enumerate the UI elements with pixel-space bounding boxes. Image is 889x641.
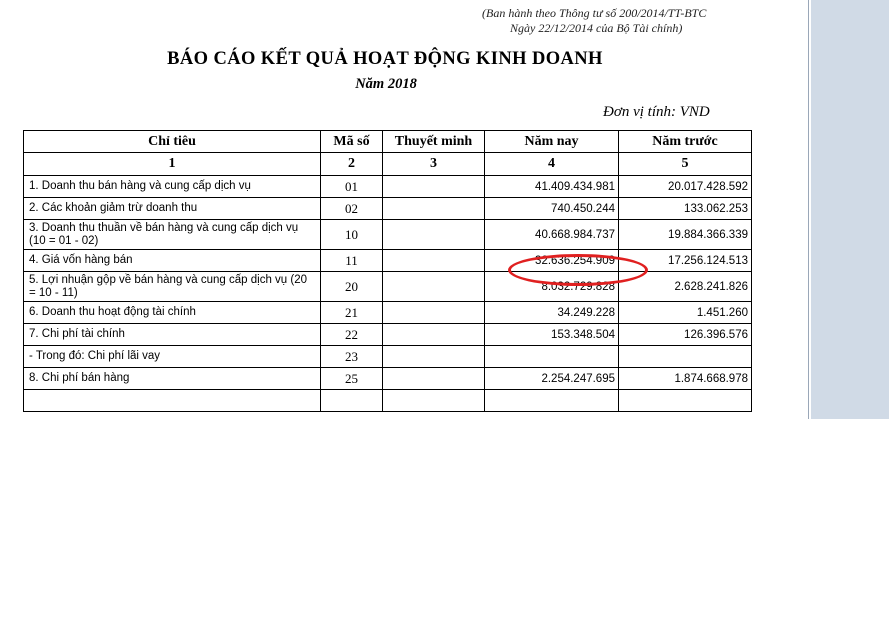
row-code: 11 bbox=[321, 250, 383, 272]
header-code: Mã số bbox=[321, 131, 383, 153]
row-current-value: 2.254.247.695 bbox=[485, 368, 619, 390]
column-number-row bbox=[24, 153, 752, 176]
income-statement-table bbox=[23, 130, 752, 412]
row-current-value: 40.668.984.737 bbox=[485, 220, 619, 250]
column-number: 3 bbox=[383, 153, 485, 176]
row-previous-value: 1.451.260 bbox=[619, 302, 752, 324]
report-year: Năm 2018 bbox=[355, 76, 417, 92]
row-code: 10 bbox=[321, 220, 383, 250]
row-indicator: 2. Các khoản giảm trừ doanh thu bbox=[24, 198, 321, 220]
header-explanation: Thuyết minh bbox=[383, 131, 485, 153]
currency-unit-label: Đơn vị tính: VND bbox=[603, 104, 710, 120]
row-code: 02 bbox=[321, 198, 383, 220]
row-current-value: 41.409.434.981 bbox=[485, 176, 619, 198]
table-row bbox=[24, 272, 752, 302]
table-row bbox=[24, 176, 752, 198]
row-current-value: 153.348.504 bbox=[485, 324, 619, 346]
header-current-year: Năm nay bbox=[485, 131, 619, 153]
column-number: 2 bbox=[321, 153, 383, 176]
column-number: 4 bbox=[485, 153, 619, 176]
table-row bbox=[24, 302, 752, 324]
table-header-row bbox=[24, 131, 752, 153]
row-explanation bbox=[383, 272, 485, 302]
table-row bbox=[24, 324, 752, 346]
row-code: 22 bbox=[321, 324, 383, 346]
row-explanation bbox=[383, 176, 485, 198]
row-indicator: 3. Doanh thu thuần về bán hàng và cung cấp dịch vụ (10 = 01 - 02) bbox=[24, 220, 321, 250]
row-indicator: - Trong đó: Chi phí lãi vay bbox=[24, 346, 321, 368]
row-previous-value: 17.256.124.513 bbox=[619, 250, 752, 272]
row-previous-value: 19.884.366.339 bbox=[619, 220, 752, 250]
row-code: 20 bbox=[321, 272, 383, 302]
table-row bbox=[24, 346, 752, 368]
row-code: 01 bbox=[321, 176, 383, 198]
row-indicator: 6. Doanh thu hoạt động tài chính bbox=[24, 302, 321, 324]
row-previous-value: 126.396.576 bbox=[619, 324, 752, 346]
table-row bbox=[24, 368, 752, 390]
row-indicator: 7. Chi phí tài chính bbox=[24, 324, 321, 346]
row-explanation bbox=[383, 324, 485, 346]
row-indicator: 8. Chi phí bán hàng bbox=[24, 368, 321, 390]
row-code: 23 bbox=[321, 346, 383, 368]
row-explanation bbox=[383, 250, 485, 272]
row-previous-value bbox=[619, 346, 752, 368]
regulation-note-line2: Ngày 22/12/2014 của Bộ Tài chính) bbox=[510, 21, 683, 35]
row-current-value: 8.032.729.828 bbox=[485, 272, 619, 302]
row-explanation bbox=[383, 346, 485, 368]
table-row bbox=[24, 250, 752, 272]
row-indicator: 1. Doanh thu bán hàng và cung cấp dịch vụ bbox=[24, 176, 321, 198]
row-explanation bbox=[383, 368, 485, 390]
table-row-cut-off bbox=[24, 390, 752, 412]
row-explanation bbox=[383, 302, 485, 324]
viewer-side-panel bbox=[808, 0, 889, 419]
row-code: 25 bbox=[321, 368, 383, 390]
row-indicator: 4. Giá vốn hàng bán bbox=[24, 250, 321, 272]
table-row bbox=[24, 198, 752, 220]
table-row bbox=[24, 220, 752, 250]
column-number: 1 bbox=[24, 153, 321, 176]
row-current-value bbox=[485, 346, 619, 368]
row-previous-value: 133.062.253 bbox=[619, 198, 752, 220]
row-current-value-highlighted: 32.636.254.909 bbox=[485, 250, 619, 272]
row-explanation bbox=[383, 220, 485, 250]
row-code: 21 bbox=[321, 302, 383, 324]
header-indicator: Chỉ tiêu bbox=[24, 131, 321, 153]
row-current-value: 34.249.228 bbox=[485, 302, 619, 324]
row-previous-value: 2.628.241.826 bbox=[619, 272, 752, 302]
row-explanation bbox=[383, 198, 485, 220]
regulation-note-line1: (Ban hành theo Thông tư số 200/2014/TT-BTC bbox=[482, 6, 707, 20]
row-previous-value: 20.017.428.592 bbox=[619, 176, 752, 198]
row-previous-value: 1.874.668.978 bbox=[619, 368, 752, 390]
column-number: 5 bbox=[619, 153, 752, 176]
row-current-value: 740.450.244 bbox=[485, 198, 619, 220]
report-title: BÁO CÁO KẾT QUẢ HOẠT ĐỘNG KINH DOANH bbox=[167, 49, 603, 69]
header-previous-year: Năm trước bbox=[619, 131, 752, 153]
row-indicator: 5. Lợi nhuận gộp về bán hàng và cung cấp dịch vụ (20 = 10 - 11) bbox=[24, 272, 321, 302]
